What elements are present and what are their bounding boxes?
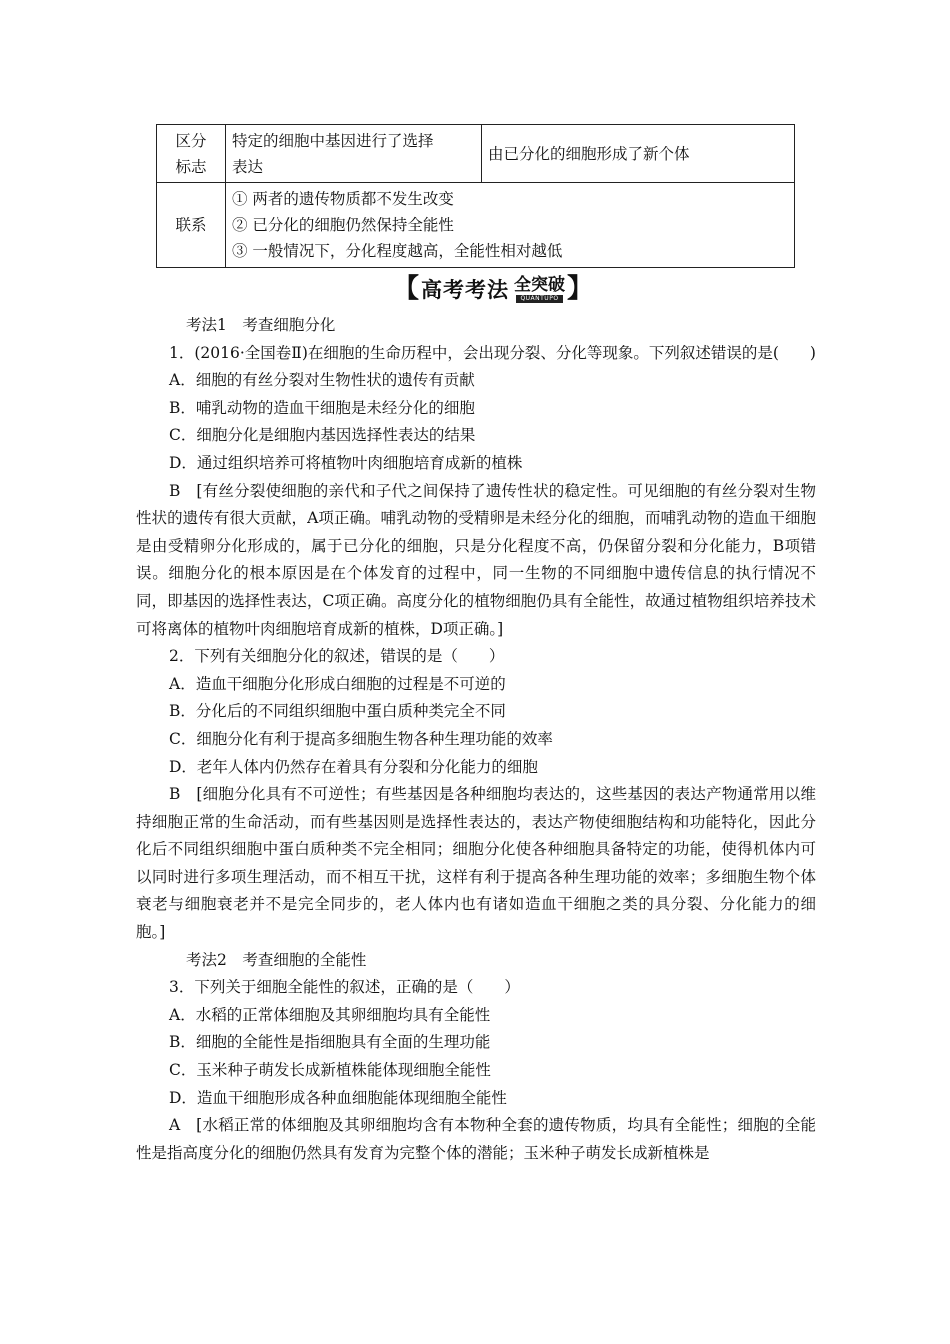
- section-heading: 考法2 考查细胞的全能性: [186, 950, 367, 969]
- option-d: D．通过组织培养可将植物叶肉细胞培育成新的植株: [169, 453, 523, 472]
- question-stem: 2．下列有关细胞分化的叙述，错误的是（ ）: [169, 647, 505, 666]
- cell-line: ① 两者的遗传物质都不发生改变: [232, 190, 454, 208]
- question-stem: 1．(2016·全国卷Ⅱ)在细胞的生命历程中，会出现分裂、分化等现象。下列叙述错误的是( ): [169, 343, 816, 362]
- option-a: A．造血干细胞分化形成白细胞的过程是不可逆的: [169, 674, 506, 693]
- bracket-left: 【: [392, 274, 419, 304]
- cell-line: 表达: [232, 157, 264, 176]
- option-a: A．细胞的有丝分裂对生物性状的遗传有贡献: [169, 371, 475, 390]
- option-a: A．水稻的正常体细胞及其卵细胞均具有全能性: [169, 1005, 491, 1024]
- answer-explanation: A [水稻正常的体细胞及其卵细胞均含有本物种全套的遗传物质，均具有全能性；细胞的全能性是指高度分化的细胞仍然具有发育为完整个体的潜能；玉米种子萌发长成新植株是: [136, 1116, 816, 1162]
- table-cell: [482, 125, 795, 183]
- cell-line: 特定的细胞中基因进行了选择: [232, 131, 434, 150]
- table-cell: [226, 125, 482, 183]
- answer-explanation: B [有丝分裂使细胞的亲代和子代之间保持了遗传性状的稳定性。可见细胞的有丝分裂对生物性状的遗传有很大贡献，A项正确。哺乳动物的受精卵是未经分化的细胞，而哺乳动物的造血干细胞是由受精卵分化形成的，属于已分化的细胞，只是分化程度不高，仍保留分裂和分化能力，B项错误。细胞分化的根本原因是在个体发育的过程中，同一生物的不同细胞中遗传信息的执行情况不同，即基因的选择性表达，C项正确。高度分化的植物细胞仍具有全能性，故通过植物组织培养技术可将离体的植物叶肉细胞培育成新的植株，D项正确。]: [136, 481, 816, 638]
- option-c: C．玉米种子萌发长成新植株能体现细胞全能性: [169, 1061, 491, 1080]
- bracket-right: 】: [567, 274, 594, 304]
- badge-text: 全突破: [514, 274, 565, 295]
- cell-line: 区分: [175, 131, 207, 150]
- badge-subtext: QUANTUPO: [516, 295, 562, 303]
- body-text: [136, 312, 816, 1167]
- option-b: B．分化后的不同组织细胞中蛋白质种类完全不同: [169, 702, 506, 721]
- cell-line: ② 已分化的细胞仍然保持全能性: [232, 216, 454, 234]
- section-banner: [390, 270, 596, 308]
- cell-line: 由已分化的细胞形成了新个体: [488, 144, 690, 163]
- section-heading: 考法1 考查细胞分化: [186, 316, 336, 334]
- row-header-distinction: [157, 125, 226, 183]
- comparison-table: [156, 124, 795, 268]
- answer-explanation: B [细胞分化具有不可逆性；有些基因是各种细胞均表达的，这些基因的表达产物通常用以维持细胞正常的生命活动，而有些基因则是选择性表达的，表达产物使细胞结构和功能特化，因此分化后不同组织细胞中蛋白质种类不完全相同；细胞分化使各种细胞具备特定的功能，使得机体内可以同时进行多项生理活动，而不相互干扰，这样有利于提高各种生理功能的效率；多细胞生物个体衰老与细胞衰老并不是完全同步的，老人体内也有诸如造血干细胞之类的具分裂、分化能力的细胞。]: [136, 785, 816, 942]
- banner-badge: [514, 276, 565, 303]
- table-row: [157, 125, 795, 183]
- option-c: C．细胞分化是细胞内基因选择性表达的结果: [169, 426, 476, 445]
- banner-title: 高考考法: [421, 278, 509, 302]
- option-d: D．老年人体内仍然存在着具有分裂和分化能力的细胞: [169, 757, 538, 776]
- option-d: D．造血干细胞形成各种血细胞能体现细胞全能性: [169, 1088, 507, 1107]
- option-b: B．哺乳动物的造血干细胞是未经分化的细胞: [169, 398, 475, 417]
- cell-line: ③ 一般情况下，分化程度越高，全能性相对越低: [232, 242, 563, 260]
- question-stem: 3．下列关于细胞全能性的叙述，正确的是（ ）: [169, 978, 520, 997]
- option-c: C．细胞分化有利于提高多细胞生物各种生理功能的效率: [169, 729, 553, 748]
- cell-line: 联系: [175, 216, 207, 234]
- row-header-relation: [157, 183, 226, 268]
- table-cell-merged: [226, 183, 795, 268]
- table-row: [157, 183, 795, 268]
- cell-line: 标志: [175, 157, 207, 176]
- option-b: B．细胞的全能性是指细胞具有全面的生理功能: [169, 1033, 491, 1052]
